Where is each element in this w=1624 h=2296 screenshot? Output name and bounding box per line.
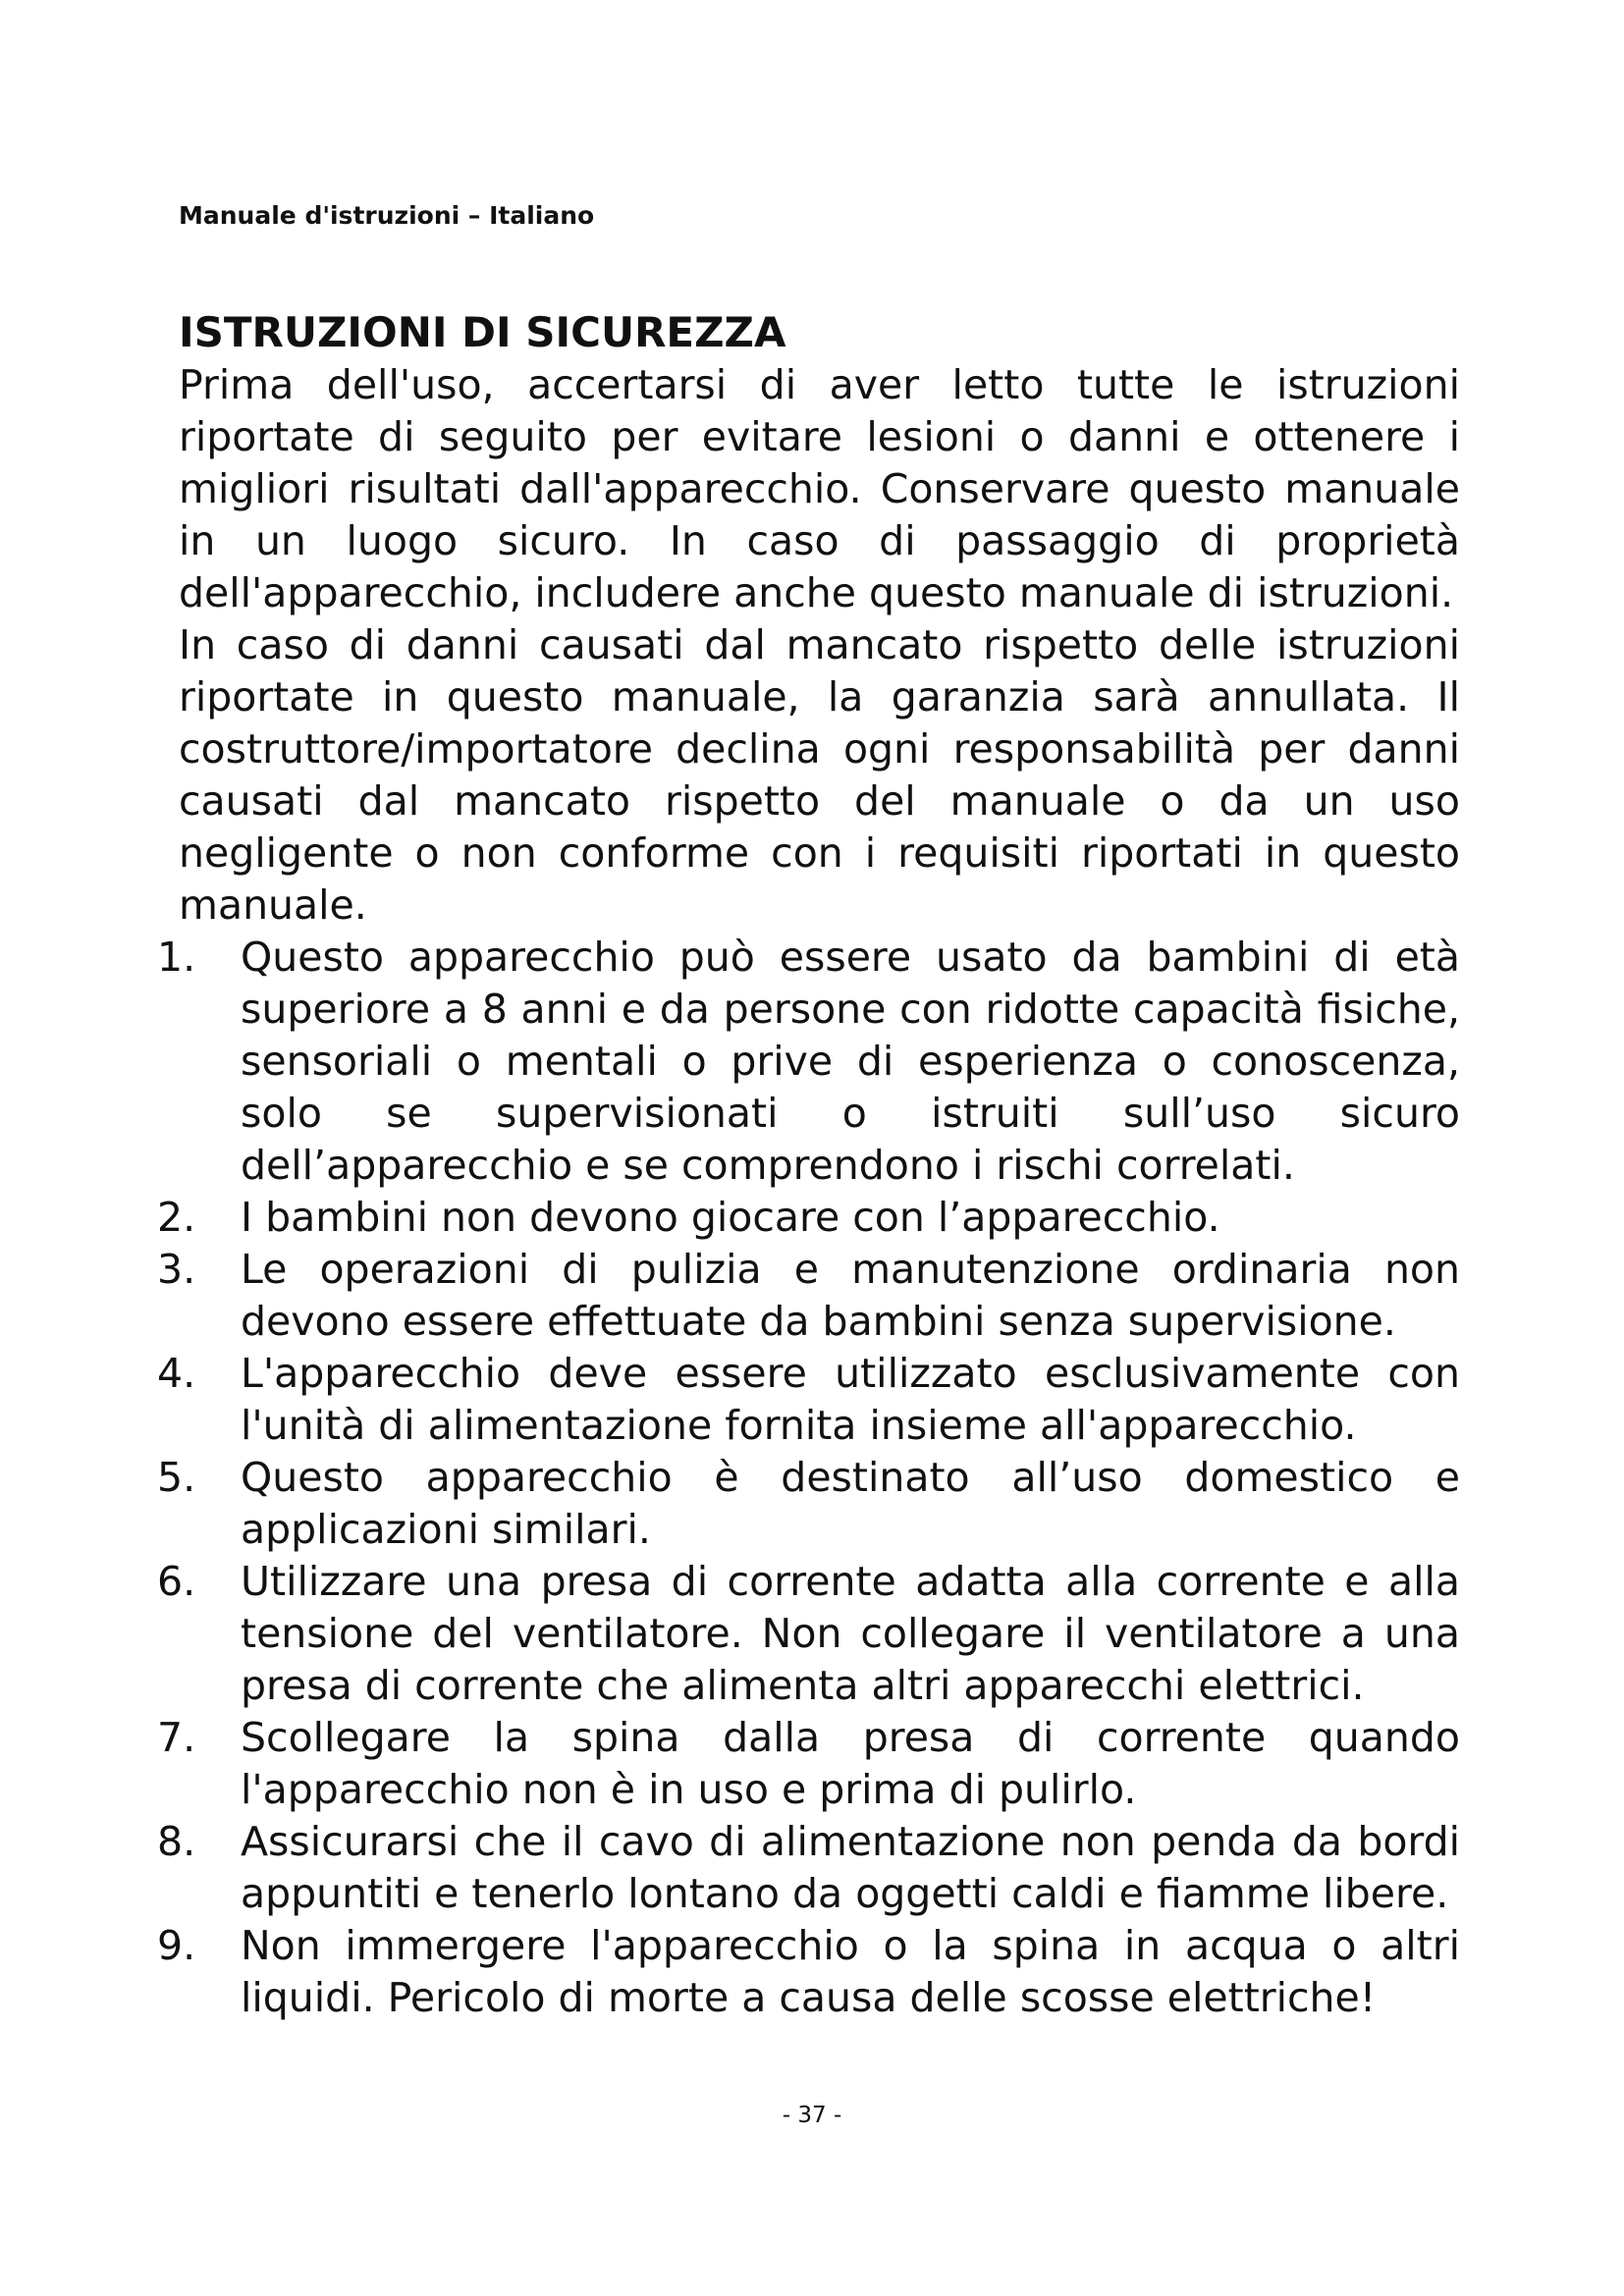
item-number: 9. [157, 1922, 196, 1969]
item-number: 5. [157, 1454, 196, 1501]
item-number: 8. [157, 1818, 196, 1865]
page-number: - 37 - [782, 2103, 842, 2128]
list-item [157, 1192, 1460, 1244]
list-item [157, 1816, 1460, 1920]
item-number: 2. [157, 1194, 196, 1241]
item-text: I bambini non devono giocare con l’apparecchio. [241, 1194, 1220, 1241]
item-number: 7. [157, 1714, 196, 1761]
list-item [157, 1712, 1460, 1816]
item-number: 3. [157, 1246, 196, 1293]
item-number: 6. [157, 1558, 196, 1605]
list-item [157, 1244, 1460, 1348]
section-title: ISTRUZIONI DI SICUREZZA [179, 308, 786, 356]
list-item [157, 932, 1460, 1192]
safety-instructions-list [157, 932, 1460, 2024]
item-number: 1. [157, 934, 196, 981]
item-text: Non immergere l'apparecchio o la spina in acqua o altri liquidi. Pericolo di morte a causa delle scosse elettriche! [241, 1922, 1460, 2021]
item-text: Questo apparecchio è destinato all’uso domestico e applicazioni similari. [241, 1454, 1460, 1553]
item-number: 4. [157, 1350, 196, 1397]
item-text: Utilizzare una presa di corrente adatta alla corrente e alla tensione del ventilatore. Non collegare il ventilatore a una presa di corrente che alimenta altri apparecchi elettrici. [241, 1558, 1460, 1709]
list-item [157, 1556, 1460, 1712]
item-text: Scollegare la spina dalla presa di corrente quando l'apparecchio non è in uso e prima di pulirlo. [241, 1714, 1460, 1813]
item-text: Questo apparecchio può essere usato da bambini di età superiore a 8 anni e da persone con ridotte capacità fisiche, sensoriali o mentali o prive di esperienza o conoscenza, solo se supervisionati o istruiti sull’uso sicuro dell’apparecchio e se comprendono i rischi correlati. [241, 934, 1460, 1189]
warranty-paragraph: In caso di danni causati dal mancato rispetto delle istruzioni riportate in questo manuale, la garanzia sarà annullata. Il costruttore/importatore declina ogni responsabilità per danni causati dal mancato rispetto del manuale o da un uso negligente o non conforme con i requisiti riportati in questo manuale. [179, 621, 1460, 929]
item-text: Assicurarsi che il cavo di alimentazione non penda da bordi appuntiti e tenerlo lontano da oggetti caldi e fiamme libere. [241, 1818, 1460, 1917]
intro-paragraph: Prima dell'uso, accertarsi di aver letto tutte le istruzioni riportate di seguito per evitare lesioni o danni e ottenere i migliori risultati dall'apparecchio. Conservare questo manuale in un luogo sicuro. In caso di passaggio di proprietà dell'apparecchio, includere anche questo manuale di istruzioni. [179, 361, 1460, 616]
item-text: L'apparecchio deve essere utilizzato esclusivamente con l'unità di alimentazione fornita insieme all'apparecchio. [241, 1350, 1460, 1449]
list-item [157, 1348, 1460, 1452]
safety-section [157, 307, 1460, 2024]
list-item [157, 1920, 1460, 2024]
item-text: Le operazioni di pulizia e manutenzione ordinaria non devono essere effettuate da bambini senza supervisione. [241, 1246, 1460, 1345]
list-item [157, 1452, 1460, 1556]
running-header: Manuale d'istruzioni – Italiano [179, 201, 595, 230]
